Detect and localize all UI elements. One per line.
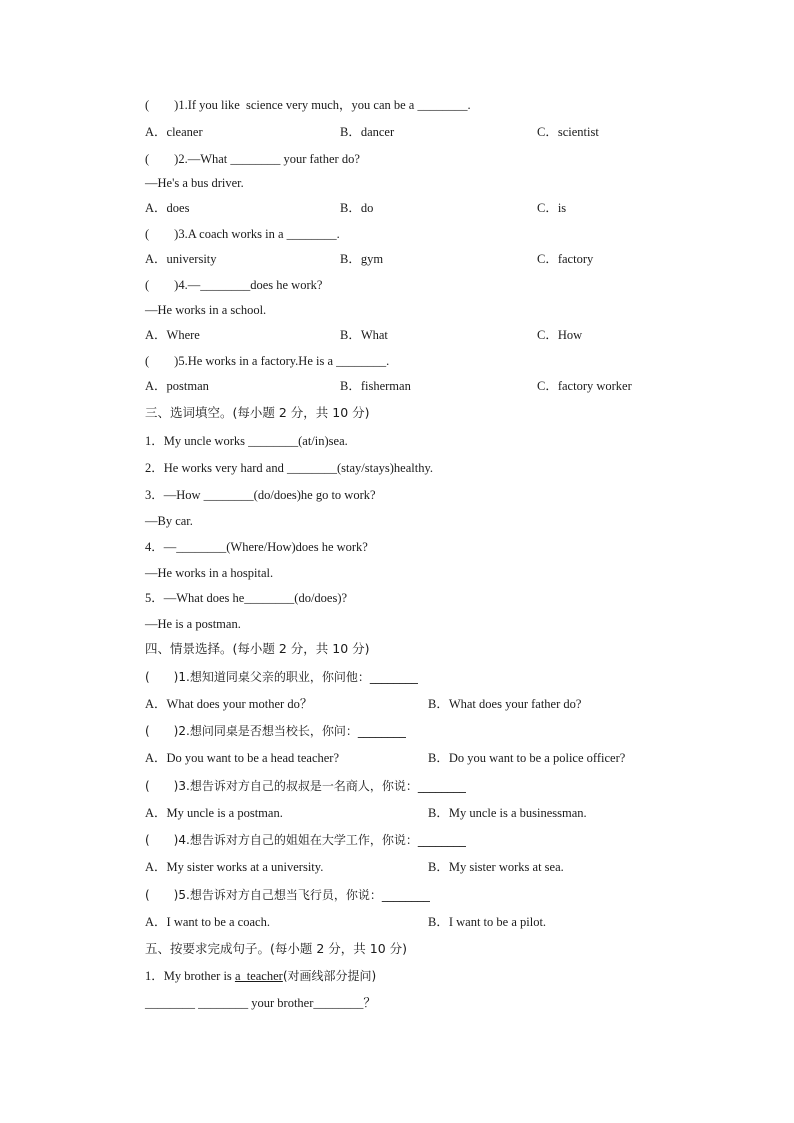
section-4-heading: 四、情景选择。(每小题 2 分，共 10 分): [145, 641, 370, 656]
question-2-2-stem: ( )2.—What ________ your father do?: [145, 152, 360, 166]
option-c: C．How: [537, 328, 583, 342]
question-5-1-answer-line: ________ ________ your brother________？: [145, 996, 376, 1010]
question-2-4-options: [145, 327, 665, 343]
option-c: C．scientist: [537, 125, 599, 139]
question-2-1-options: [145, 124, 665, 140]
question-2-1-stem: ( )1.If you like science very much，you can be a ________.: [145, 98, 471, 112]
underlined-phrase: a teacher: [234, 969, 283, 983]
question-4-5-options: [145, 914, 665, 930]
option-b: B．What: [340, 328, 388, 342]
option-c: C．factory: [537, 252, 594, 266]
question-2-2-options: [145, 200, 665, 216]
question-4-3-stem: ( )3.想告诉对方自己的叔叔是一名商人，你说：________: [145, 779, 466, 793]
section-3-line-4: —By car.: [145, 514, 193, 528]
section-3-line-8: —He is a postman.: [145, 617, 241, 631]
section-5-heading: 五、按要求完成句子。(每小题 2 分，共 10 分): [145, 941, 408, 956]
section-3-line-6: —He works in a hospital.: [145, 566, 274, 580]
option-a: A．cleaner: [145, 125, 203, 139]
option-b: B．fisherman: [340, 379, 411, 393]
option-b: B．What does your father do?: [428, 697, 582, 711]
question-2-3-options: [145, 251, 665, 267]
option-b: B．gym: [340, 252, 384, 266]
question-4-1-stem: ( )1.想知道同桌父亲的职业，你问他：________: [145, 670, 418, 684]
question-4-3-options: [145, 805, 665, 821]
option-a: A．Do you want to be a head teacher?: [145, 751, 340, 765]
question-2-2-answer-line: —He's a bus driver.: [145, 176, 244, 190]
option-b: B．My uncle is a businessman.: [428, 806, 587, 820]
option-a: A．does: [145, 201, 190, 215]
section-3-line-7: 5．—What does he________(do/does)?: [145, 591, 348, 605]
question-5-1-prefix: 1．My brother is: [145, 969, 235, 983]
option-b: B．Do you want to be a police officer?: [428, 751, 626, 765]
option-a: A．I want to be a coach.: [145, 915, 270, 929]
question-5-1-instruction: (对画线部分提问): [282, 969, 377, 983]
question-2-3-stem: ( )3.A coach works in a ________.: [145, 227, 340, 241]
section-3-heading: 三、选词填空。(每小题 2 分，共 10 分): [145, 405, 370, 420]
question-2-5-stem: ( )5.He works in a factory.He is a ________.: [145, 354, 390, 368]
option-a: A．What does your mother do？: [145, 697, 313, 711]
section-3-line-3: 3．—How ________(do/does)he go to work?: [145, 488, 376, 502]
question-2-4-answer-line: —He works in a school.: [145, 303, 267, 317]
option-b: B．I want to be a pilot.: [428, 915, 547, 929]
option-a: A．My uncle is a postman.: [145, 806, 283, 820]
option-c: C．factory worker: [537, 379, 632, 393]
question-4-4-options: [145, 859, 665, 875]
option-b: B．My sister works at sea.: [428, 860, 564, 874]
section-3-line-5: 4．—________(Where/How)does he work?: [145, 540, 368, 554]
question-4-2-stem: ( )2.想问同桌是否想当校长，你问：________: [145, 724, 406, 738]
question-5-1-stem: [145, 968, 376, 984]
question-4-4-stem: ( )4.想告诉对方自己的姐姐在大学工作，你说：________: [145, 833, 466, 847]
question-4-2-options: [145, 750, 665, 766]
question-2-5-options: [145, 378, 665, 394]
question-2-4-stem: ( )4.—________does he work?: [145, 278, 323, 292]
option-a: A．Where: [145, 328, 200, 342]
question-4-5-stem: ( )5.想告诉对方自己想当飞行员，你说：________: [145, 888, 430, 902]
option-a: A．postman: [145, 379, 209, 393]
section-3-line-2: 2．He works very hard and ________(stay/stays)healthy.: [145, 461, 434, 475]
option-a: A．My sister works at a university.: [145, 860, 324, 874]
section-3-line-1: 1．My uncle works ________(at/in)sea.: [145, 434, 348, 448]
option-b: B．dancer: [340, 125, 395, 139]
option-a: A．university: [145, 252, 217, 266]
option-b: B．do: [340, 201, 374, 215]
question-4-1-options: [145, 696, 665, 712]
option-c: C．is: [537, 201, 567, 215]
